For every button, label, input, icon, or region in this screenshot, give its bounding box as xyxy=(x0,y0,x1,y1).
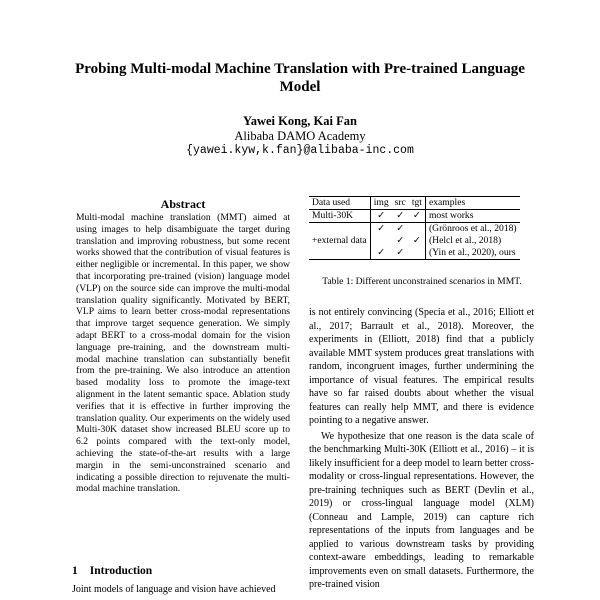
table-header: src xyxy=(392,197,409,210)
table-row xyxy=(309,247,520,260)
check-icon: ✓ xyxy=(409,210,426,223)
scenarios-table xyxy=(309,196,520,260)
table-cell: most works xyxy=(425,210,519,223)
table-row xyxy=(309,223,520,236)
abstract-heading: Abstract xyxy=(160,197,206,211)
abstract-text: Multi-modal machine translation (MMT) aimed at using images to help disambiguate the target during translation and improving robustness, but some recent works showed that the contribution of visual features is either negligible or incremental. In this paper, we show that incorporating pre-trained (vision) language model (VLP) on the source side can improve the multi-modal translation quality significantly. Motivated by BERT, VLP aims to learn better cross-modal representations that improve target sequence generation. We simply adapt BERT to a cross-modal domain for the vision language pre-training, and the downstream multi-modal machine translation can substantially benefit from the pre-training. We also introduce an attention based modality loss to promote the image-text alignment in the latent semantic space. Ablation study verifies that it is effective in further improving the translation quality. Our experiments on the widely used Multi-30K dataset show increased BLEU score up to 6.2 points compared with the text-only model, achieving the state-of-the-art results with a large margin in the semi-unconstrained scenario and indicating a possible direction to rejuvenate the multi-modal machine translation. xyxy=(76,212,290,495)
check-icon: ✓ xyxy=(377,223,386,234)
affiliation: Alibaba DAMO Academy xyxy=(234,129,366,143)
table-cell: (Yin et al., 2020), ours xyxy=(425,247,519,260)
paragraph: We hypothesize that one reason is the data scale of the benchmarking Multi-30K (Elliott et al., 2016) – it is likely insufficient for a deep model to learn better cross-modality or cross-lingual representations. However, the pre-training techniques such as BERT (Devlin et al., 2019) or cross-lingual language model (XLM) (Conneau and Lample, 2019) can capture rich representations of the inputs from languages and be applied to various downstream tasks by providing context-aware embeddings, leading to remarkable improvements even on small datasets. Furthermore, the pre-trained vision xyxy=(309,430,535,590)
table-cell xyxy=(370,235,391,247)
check-icon: ✓ xyxy=(392,247,409,260)
table-row xyxy=(309,235,520,247)
table-header-row xyxy=(309,197,520,210)
check-icon: ✓ xyxy=(409,235,426,247)
table-header: examples xyxy=(425,197,519,210)
check-icon: ✓ xyxy=(396,235,405,246)
table-cell: Multi-30K xyxy=(309,210,370,223)
table-cell xyxy=(409,223,426,236)
paper-title: Probing Multi-modal Machine Translation with Pre-trained Language Model xyxy=(75,61,525,95)
check-icon: ✓ xyxy=(396,223,405,234)
table-header: Data used xyxy=(309,197,370,210)
check-icon: ✓ xyxy=(370,210,391,223)
check-icon: ✓ xyxy=(392,210,409,223)
table-header: img xyxy=(370,197,391,210)
table-row xyxy=(309,210,520,223)
section-first-line: Joint models of language and vision have achieved xyxy=(72,584,276,595)
table-cell: (Helcl et al., 2018) xyxy=(428,235,502,246)
table-caption: Table 1: Different unconstrained scenarios in MMT. xyxy=(322,276,522,287)
table-cell xyxy=(409,247,426,260)
right-column-body xyxy=(309,306,534,594)
section-number: 1 xyxy=(72,565,78,577)
section-title: Introduction xyxy=(89,565,153,577)
table-cell xyxy=(309,223,370,236)
check-icon: ✓ xyxy=(370,247,391,260)
paragraph: is not entirely convincing (Specia et al., 2016; Elliott et al., 2017; Barrault et al., 2018). Moreover, the experiments in (Elliott, 2018) find that a publicly available MMT system produces great translations with random, incongruent images, further undermining the importance of visual features. The empirical results have so far raised doubts about whether the visual features can really help MMT, and there is evidence pointing to a negative answer. xyxy=(309,307,534,426)
authors: Yawei Kong, Kai Fan xyxy=(243,114,357,128)
section-heading xyxy=(72,565,152,577)
table-cell xyxy=(309,247,370,260)
table-cell: (Grönroos et al., 2018) xyxy=(428,223,517,234)
table-cell: +external data xyxy=(309,235,370,247)
table-header: tgt xyxy=(409,197,426,210)
author-emails: {yawei.kyw,k.fan}@alibaba-inc.com xyxy=(186,144,414,157)
